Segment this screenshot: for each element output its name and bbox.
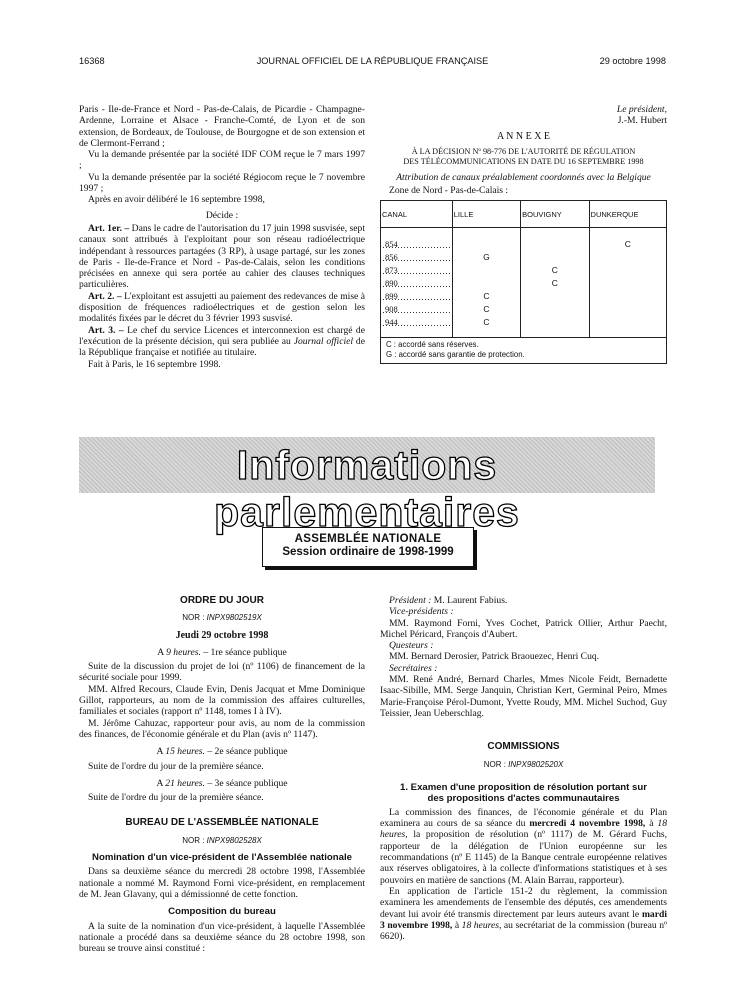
table-legend — [381, 337, 666, 363]
cell-bouvigny — [521, 303, 589, 316]
legend-c: C : accordé sans réserves. — [386, 340, 479, 350]
table-row — [381, 303, 666, 316]
cell-canal: 899 — [381, 290, 452, 303]
secretaires-label: Secrétaires : — [389, 662, 438, 674]
fait-a-paris: Fait à Paris, le 16 septembre 1998. — [88, 358, 221, 370]
table-header-row — [381, 201, 666, 228]
table-row — [381, 277, 666, 290]
header-date: 29 octobre 1998 — [599, 56, 666, 66]
assemblee-title: ASSEMBLÉE NATIONALE — [294, 533, 442, 545]
cell-lille: C — [452, 303, 520, 316]
cell-bouvigny: C — [521, 277, 589, 290]
cell-lille — [452, 238, 520, 251]
president: Président : M. Laurent Fabius. — [389, 595, 508, 606]
table-row — [381, 290, 666, 303]
table-spacer-row — [381, 228, 666, 239]
cell-canal: 908 — [381, 303, 452, 316]
cell-canal: 873 — [381, 264, 452, 277]
cell-lille: G — [452, 251, 520, 264]
cell-bouvigny: C — [521, 264, 589, 277]
header-lille: LILLE — [452, 201, 520, 228]
table-row — [381, 251, 666, 264]
annexe-title: A N N E X E — [496, 130, 551, 142]
seance-1-avis: M. Jérôme Cahuzac, rapporteur pour avis, au nom de la commission des finances, de l'économie générale et du Plan (avis nº 1147). — [79, 717, 365, 740]
vp-list: MM. Raymond Forni, Yves Cochet, Patrick Ollier, Arthur Paecht, Michel Péricard, François d'Aubert. — [380, 617, 667, 640]
cell-dunkerque — [589, 251, 666, 264]
banner-title: Informations parlementaires — [214, 442, 520, 535]
delibere: Après en avoir délibéré le 16 septembre 1998, — [88, 194, 265, 206]
header-bouvigny: BOUVIGNY — [521, 201, 589, 228]
zones-text: Paris - Ile-de-France et Nord - Pas-de-Calais, de Picardie - Champagne-Ardenne, Lorraine et Alsace - Franche-Comté, de Lyon et de son extension, de Bordeaux, de Toulouse, de Bourgogne et de son extension et de Clermont-Ferrand ; — [79, 104, 365, 149]
cell-dunkerque — [589, 303, 666, 316]
cell-bouvigny — [521, 251, 589, 264]
nomination-text: Dans sa deuxième séance du mercredi 28 octobre 1998, l'Assemblée nationale a nommé M. Raymond Forni vice-président, en remplacement de M. Jean Glavany, qui a démissionné de cette fonction. — [79, 866, 365, 900]
vu-regiocom: Vu la demande présentée par la société Régiocom reçue le 7 novembre 1997 ; — [79, 171, 365, 195]
cell-bouvigny — [521, 316, 589, 329]
cell-lille: C — [452, 290, 520, 303]
cell-canal: 856 — [381, 251, 452, 264]
composition-title: Composition du bureau — [168, 906, 276, 918]
commissions-title: COMMISSIONS — [487, 741, 560, 753]
commission-item-title: 1. Examen d'une proposition de résolution portant sur des propositions d'actes communautaires — [400, 781, 647, 804]
cell-dunkerque — [589, 290, 666, 303]
signature-name: J.-M. Hubert — [617, 115, 667, 127]
composition-text: A la suite de la nomination d'un vice-président, à laquelle l'Assemblée nationale a procédé dans sa deuxième séance du 28 octobre 1998, son bureau se trouve ainsi constitué : — [79, 920, 365, 955]
questeurs-label: Questeurs : — [389, 640, 434, 652]
bureau-nor: NOR : INPX9802528X — [182, 835, 262, 845]
table-spacer-row — [381, 329, 666, 337]
table-row — [381, 264, 666, 277]
annexe-subtitle-2: DES TÉLÉCOMMUNICATIONS EN DATE DU 16 SEPTEMBRE 1998 — [403, 156, 644, 166]
commission-p1: La commission des finances, de l'économie générale et du Plan examinera au cours de sa séance du mercredi 4 novembre 1998, à 18 heures, la proposition de résolution (nº 1117) de M. Gérard Fuchs, rapporteur de la délégation de l'Union européenne sur les recommandations (nº E 1145) de la Banque centrale européenne relatives aux réserves obligatoires, à la collecte d'informations statistiques et à ses pouvoirs en matière de sanctions (M. Alain Barrau, rapporteur). — [380, 806, 668, 886]
cell-canal: 890 — [381, 277, 452, 290]
secretaires-list: MM. René André, Bernard Charles, Mmes Nicole Feidt, Bernadette Isaac-Sibille, MM. Serge Janquin, Christian Kert, Germinal Peiro, Mmes Marie-Françoise Pérol-Dumont, Yvette Roudy, MM. Michel Suchod, Guy Teissier, Jean Ueberschlag. — [380, 674, 667, 719]
article-2: Art. 2. – L'exploitant est assujetti au paiement des redevances de mise à disposition de fréquences radioélectriques et de gestion selon les modalités fixées par le décret du 3 février 1993 susvisé. — [79, 290, 365, 325]
right-bottom-column — [380, 595, 667, 942]
ordre-du-jour-title: ORDRE DU JOUR — [180, 595, 264, 606]
ordre-nor: NOR : INPX9802519X — [182, 613, 262, 623]
zone-label: Zone de Nord - Pas-de-Calais : — [389, 185, 509, 197]
signature-role: Le président, — [616, 104, 667, 115]
legend-g: G : accordé sans garantie de protection. — [386, 350, 525, 360]
channel-table — [381, 201, 666, 337]
article-1: Art. 1er. – Dans le cadre de l'autorisation du 17 juin 1998 susvisée, sept canaux sont attribués à l'exploitant pour son réseau radioélectrique indépendant à ressources partagées (3 RP), à usage partagé, sur les zones de Paris - Ile-de-France et Nord - Pas-de-Calais, selon les conditions précisées en annexe qui sera portée au cahier des clauses techniques particulières. — [79, 222, 366, 291]
running-header — [79, 56, 666, 70]
channel-table-box — [380, 200, 667, 364]
cell-dunkerque — [589, 316, 666, 329]
header-canal: CANAL — [381, 201, 452, 228]
left-bottom-column — [79, 595, 365, 954]
seance-2: A 15 heures. – 2e séance publique — [156, 746, 288, 758]
vu-idf-com: Vu la demande présentée par la société IDF COM reçue le 7 mars 1997 ; — [79, 149, 365, 172]
cell-dunkerque: C — [589, 238, 666, 251]
annexe-column — [380, 104, 667, 364]
cell-dunkerque — [589, 277, 666, 290]
seance-1-text: Suite de la discussion du projet de loi (nº 1106) de financement de la sécurité sociale pour 1999. — [79, 661, 365, 684]
commission-p2: En application de l'article 151-2 du règlement, la commission examinera les amendements de l'ensemble des députés, ces amendements devant lui avoir été transmis directement par leurs auteurs avant le mardi 3 novembre 1998, à 18 heures, au secrétariat de la commission (bureau nº 6620). — [380, 885, 667, 943]
seance-3: A 21 heures. – 3e séance publique — [156, 777, 288, 789]
vp-label: Vice-présidents : — [389, 606, 454, 618]
cell-dunkerque — [589, 264, 666, 277]
cell-canal: 944 — [381, 316, 452, 329]
seance-1: A 9 heures. – 1re séance publique — [157, 646, 287, 658]
nomination-title: Nomination d'un vice-président de l'Assemblée nationale — [92, 852, 352, 864]
attribution-title: Attribution de canaux préalablement coordonnés avec la Belgique — [396, 171, 651, 183]
seance-2-text: Suite de l'ordre du jour de la première séance. — [88, 760, 264, 772]
seance-1-rapporteurs: MM. Alfred Recours, Claude Evin, Denis Jacquat et Mme Dominique Gillot, rapporteurs, au nom de la commission des affaires culturelles, familiales et sociales (rapport nº 1148, tomes I à IV). — [79, 683, 365, 718]
section-banner — [79, 437, 655, 535]
decide: Décide : — [205, 209, 239, 221]
ordre-date: Jeudi 29 octobre 1998 — [175, 629, 269, 641]
table-row — [381, 316, 666, 329]
bureau-title: BUREAU DE L'ASSEMBLÉE NATIONALE — [125, 817, 319, 829]
commissions-nor: NOR : INPX9802520X — [483, 759, 564, 769]
page-number: 16368 — [79, 56, 105, 66]
cell-lille — [452, 277, 520, 290]
cell-bouvigny — [521, 238, 589, 251]
journal-title: JOURNAL OFFICIEL DE LA RÉPUBLIQUE FRANÇAISE — [256, 56, 489, 66]
cell-lille — [452, 264, 520, 277]
session-title: Session ordinaire de 1998-1999 — [282, 546, 454, 558]
cell-lille: C — [452, 316, 520, 329]
annexe-subtitle-1: À LA DÉCISION Nº 98-776 DE L'AUTORITÉ DE RÉGULATION — [411, 146, 636, 156]
decision-text — [79, 104, 365, 370]
header-dunkerque: DUNKERQUE — [589, 201, 666, 228]
article-3: Art. 3. – Le chef du service Licences et interconnexion est chargé de l'exécution de la présente décision, qui sera publiée au Journal officiel de la République française et notifiée au titulaire. — [79, 324, 365, 359]
cell-canal: 854 — [381, 238, 452, 251]
questeurs-list: MM. Bernard Derosier, Patrick Braouezec, Henri Cuq. — [389, 651, 600, 663]
cell-bouvigny — [521, 290, 589, 303]
seance-3-text: Suite de l'ordre du jour de la première séance. — [88, 792, 264, 804]
table-row — [381, 238, 666, 251]
assemblee-box — [262, 527, 474, 567]
